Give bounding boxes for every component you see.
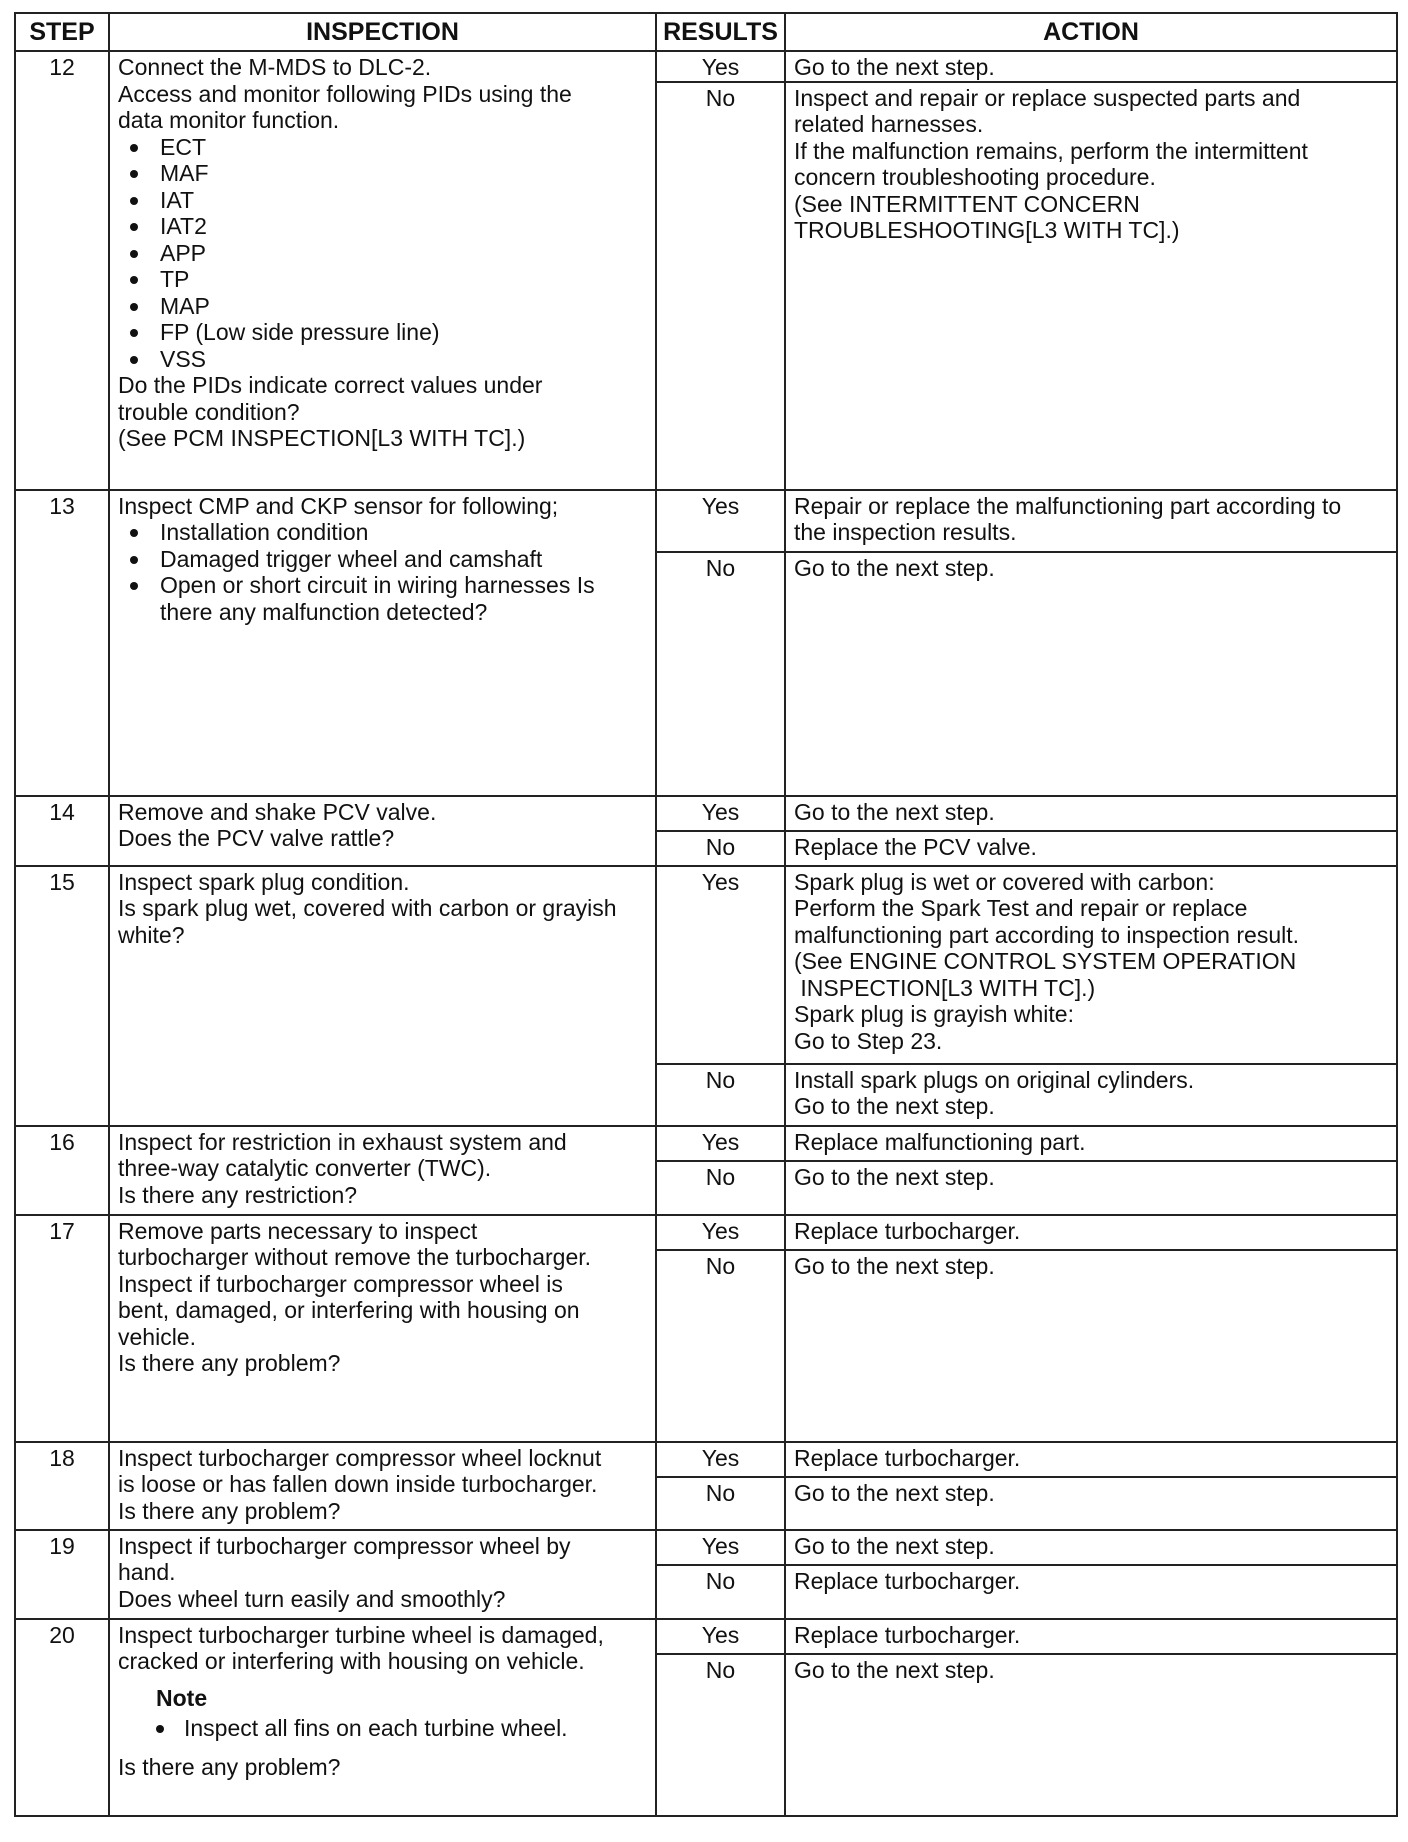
- action-cell: Inspect and repair or replace suspected parts and related harnesses. If the malfunction remains, perform the intermittent concern troubleshooting procedure. (See INTERMITTENT CONCERN TROUBLESHOOTING[L3 WITH TC].): [785, 82, 1397, 490]
- step-number: 16: [15, 1126, 109, 1215]
- list-item: MAP: [130, 293, 647, 320]
- bullet-icon: [130, 197, 138, 205]
- step-number: 13: [15, 490, 109, 796]
- bullet-icon: [130, 356, 138, 364]
- bullet-icon: [130, 329, 138, 337]
- bullet-icon: [130, 250, 138, 258]
- result-no: No: [656, 1565, 785, 1619]
- table-row: [15, 866, 1397, 1064]
- inspection-line: data monitor function.: [118, 107, 340, 133]
- note-title: Note: [156, 1684, 208, 1711]
- list-item: Damaged trigger wheel and camshaft: [130, 546, 647, 573]
- troubleshooting-page: [14, 12, 1396, 1817]
- action-cell: Go to the next step.: [785, 552, 1397, 796]
- note-list: [156, 1715, 647, 1742]
- step-number: 19: [15, 1530, 109, 1619]
- result-yes: Yes: [656, 1215, 785, 1250]
- list-item: Inspect all fins on each turbine wheel.: [156, 1715, 647, 1742]
- result-yes: Yes: [656, 1442, 785, 1477]
- bullet-icon: [130, 529, 138, 537]
- result-no: No: [656, 1250, 785, 1442]
- table-row: [15, 51, 1397, 82]
- table-row: [15, 1619, 1397, 1654]
- result-yes: Yes: [656, 490, 785, 552]
- table-row: [15, 1215, 1397, 1250]
- list-item: APP: [130, 240, 647, 267]
- action-cell: Replace malfunctioning part.: [785, 1126, 1397, 1161]
- action-cell: Go to the next step.: [785, 51, 1397, 82]
- action-cell: Replace turbocharger.: [785, 1215, 1397, 1250]
- list-item: IAT2: [130, 213, 647, 240]
- result-no: No: [656, 1477, 785, 1530]
- result-yes: Yes: [656, 866, 785, 1064]
- result-yes: Yes: [656, 1619, 785, 1654]
- result-no: No: [656, 552, 785, 796]
- inspection-cell: Inspect turbocharger compressor wheel locknut is loose or has fallen down inside turbocharger. Is there any problem?: [109, 1442, 656, 1530]
- list-item: VSS: [130, 346, 647, 373]
- condition-list: [118, 519, 647, 625]
- header-inspection: INSPECTION: [109, 13, 656, 51]
- step-number: 20: [15, 1619, 109, 1816]
- header-action: ACTION: [785, 13, 1397, 51]
- result-no: No: [656, 1654, 785, 1816]
- bullet-icon: [130, 223, 138, 231]
- inspection-line: (See PCM INSPECTION[L3 WITH TC].): [118, 425, 526, 451]
- header-step: STEP: [15, 13, 109, 51]
- action-cell: Go to the next step.: [785, 796, 1397, 831]
- result-yes: Yes: [656, 51, 785, 82]
- result-yes: Yes: [656, 1126, 785, 1161]
- action-cell: Replace turbocharger.: [785, 1442, 1397, 1477]
- table-row: [15, 1126, 1397, 1161]
- step-number: 12: [15, 51, 109, 490]
- table-row: [15, 796, 1397, 831]
- list-item: ECT: [130, 134, 647, 161]
- bullet-icon: [130, 303, 138, 311]
- bullet-icon: [156, 1725, 164, 1733]
- header-results: RESULTS: [656, 13, 785, 51]
- action-cell: Go to the next step.: [785, 1530, 1397, 1565]
- step-number: 14: [15, 796, 109, 866]
- inspection-cell: [109, 51, 656, 490]
- list-item: IAT: [130, 187, 647, 214]
- action-cell: Go to the next step.: [785, 1250, 1397, 1442]
- action-cell: Install spark plugs on original cylinders. Go to the next step.: [785, 1064, 1397, 1126]
- action-cell: Replace the PCV valve.: [785, 831, 1397, 866]
- action-cell: Go to the next step.: [785, 1654, 1397, 1816]
- inspection-line: Do the PIDs indicate correct values under: [118, 372, 543, 398]
- list-item: TP: [130, 266, 647, 293]
- result-yes: Yes: [656, 1530, 785, 1565]
- action-cell: Replace turbocharger.: [785, 1565, 1397, 1619]
- inspection-line: Access and monitor following PIDs using the: [118, 80, 572, 107]
- inspection-cell: Remove and shake PCV valve. Does the PCV valve rattle?: [109, 796, 656, 866]
- step-number: 15: [15, 866, 109, 1126]
- inspection-cell: Inspect if turbocharger compressor wheel by hand. Does wheel turn easily and smoothly?: [109, 1530, 656, 1619]
- table-row: [15, 1530, 1397, 1565]
- action-cell: Go to the next step.: [785, 1161, 1397, 1215]
- bullet-icon: [130, 276, 138, 284]
- bullet-icon: [130, 170, 138, 178]
- table-row: [15, 490, 1397, 552]
- result-no: No: [656, 1161, 785, 1215]
- inspection-cell: Inspect for restriction in exhaust system and three-way catalytic converter (TWC). Is there any restriction?: [109, 1126, 656, 1215]
- bullet-icon: [130, 582, 138, 590]
- step-number: 17: [15, 1215, 109, 1442]
- list-item: Open or short circuit in wiring harnesses Is there any malfunction detected?: [130, 572, 647, 625]
- table-row: [15, 1442, 1397, 1477]
- step-number: 18: [15, 1442, 109, 1530]
- list-item: Installation condition: [130, 519, 647, 546]
- inspection-line: Connect the M-MDS to DLC-2.: [118, 54, 432, 80]
- inspection-cell: Inspect CMP and CKP sensor for following; Installation condition Damaged trigger wheel and camshaft Open or short circuit in wiring harnesses Is there any malfunction detected?: [109, 490, 656, 796]
- bullet-icon: [130, 556, 138, 564]
- action-cell: Go to the next step.: [785, 1477, 1397, 1530]
- result-no: No: [656, 82, 785, 490]
- result-no: No: [656, 1064, 785, 1126]
- inspection-cell: Inspect spark plug condition. Is spark plug wet, covered with carbon or grayish white?: [109, 866, 656, 1126]
- list-item: MAF: [130, 160, 647, 187]
- result-yes: Yes: [656, 796, 785, 831]
- list-item: FP (Low side pressure line): [130, 319, 647, 346]
- action-cell: Spark plug is wet or covered with carbon: Perform the Spark Test and repair or replace malfunctioning part according to inspection result. (See ENGINE CONTROL SYSTEM OPERATION INSPECTION[L3 WITH TC].) Spark plug is grayish white: Go to Step 23.: [785, 866, 1397, 1064]
- troubleshooting-table: [14, 12, 1398, 1817]
- result-no: No: [656, 831, 785, 866]
- bullet-icon: [130, 144, 138, 152]
- inspection-line: trouble condition?: [118, 398, 300, 425]
- action-cell: Replace turbocharger.: [785, 1619, 1397, 1654]
- header-row: [15, 13, 1397, 51]
- inspection-cell: Remove parts necessary to inspect turbocharger without remove the turbocharger. Inspect if turbocharger compressor wheel is bent, damaged, or interfering with housing on vehicle. Is there any problem?: [109, 1215, 656, 1442]
- pid-list: [118, 134, 647, 373]
- action-cell: Repair or replace the malfunctioning part according to the inspection results.: [785, 490, 1397, 552]
- inspection-cell: Inspect turbocharger turbine wheel is damaged, cracked or interfering with housing on vehicle. Note Inspect all fins on each turbine wheel. Is there any problem?: [109, 1619, 656, 1816]
- note-block: [118, 1685, 647, 1742]
